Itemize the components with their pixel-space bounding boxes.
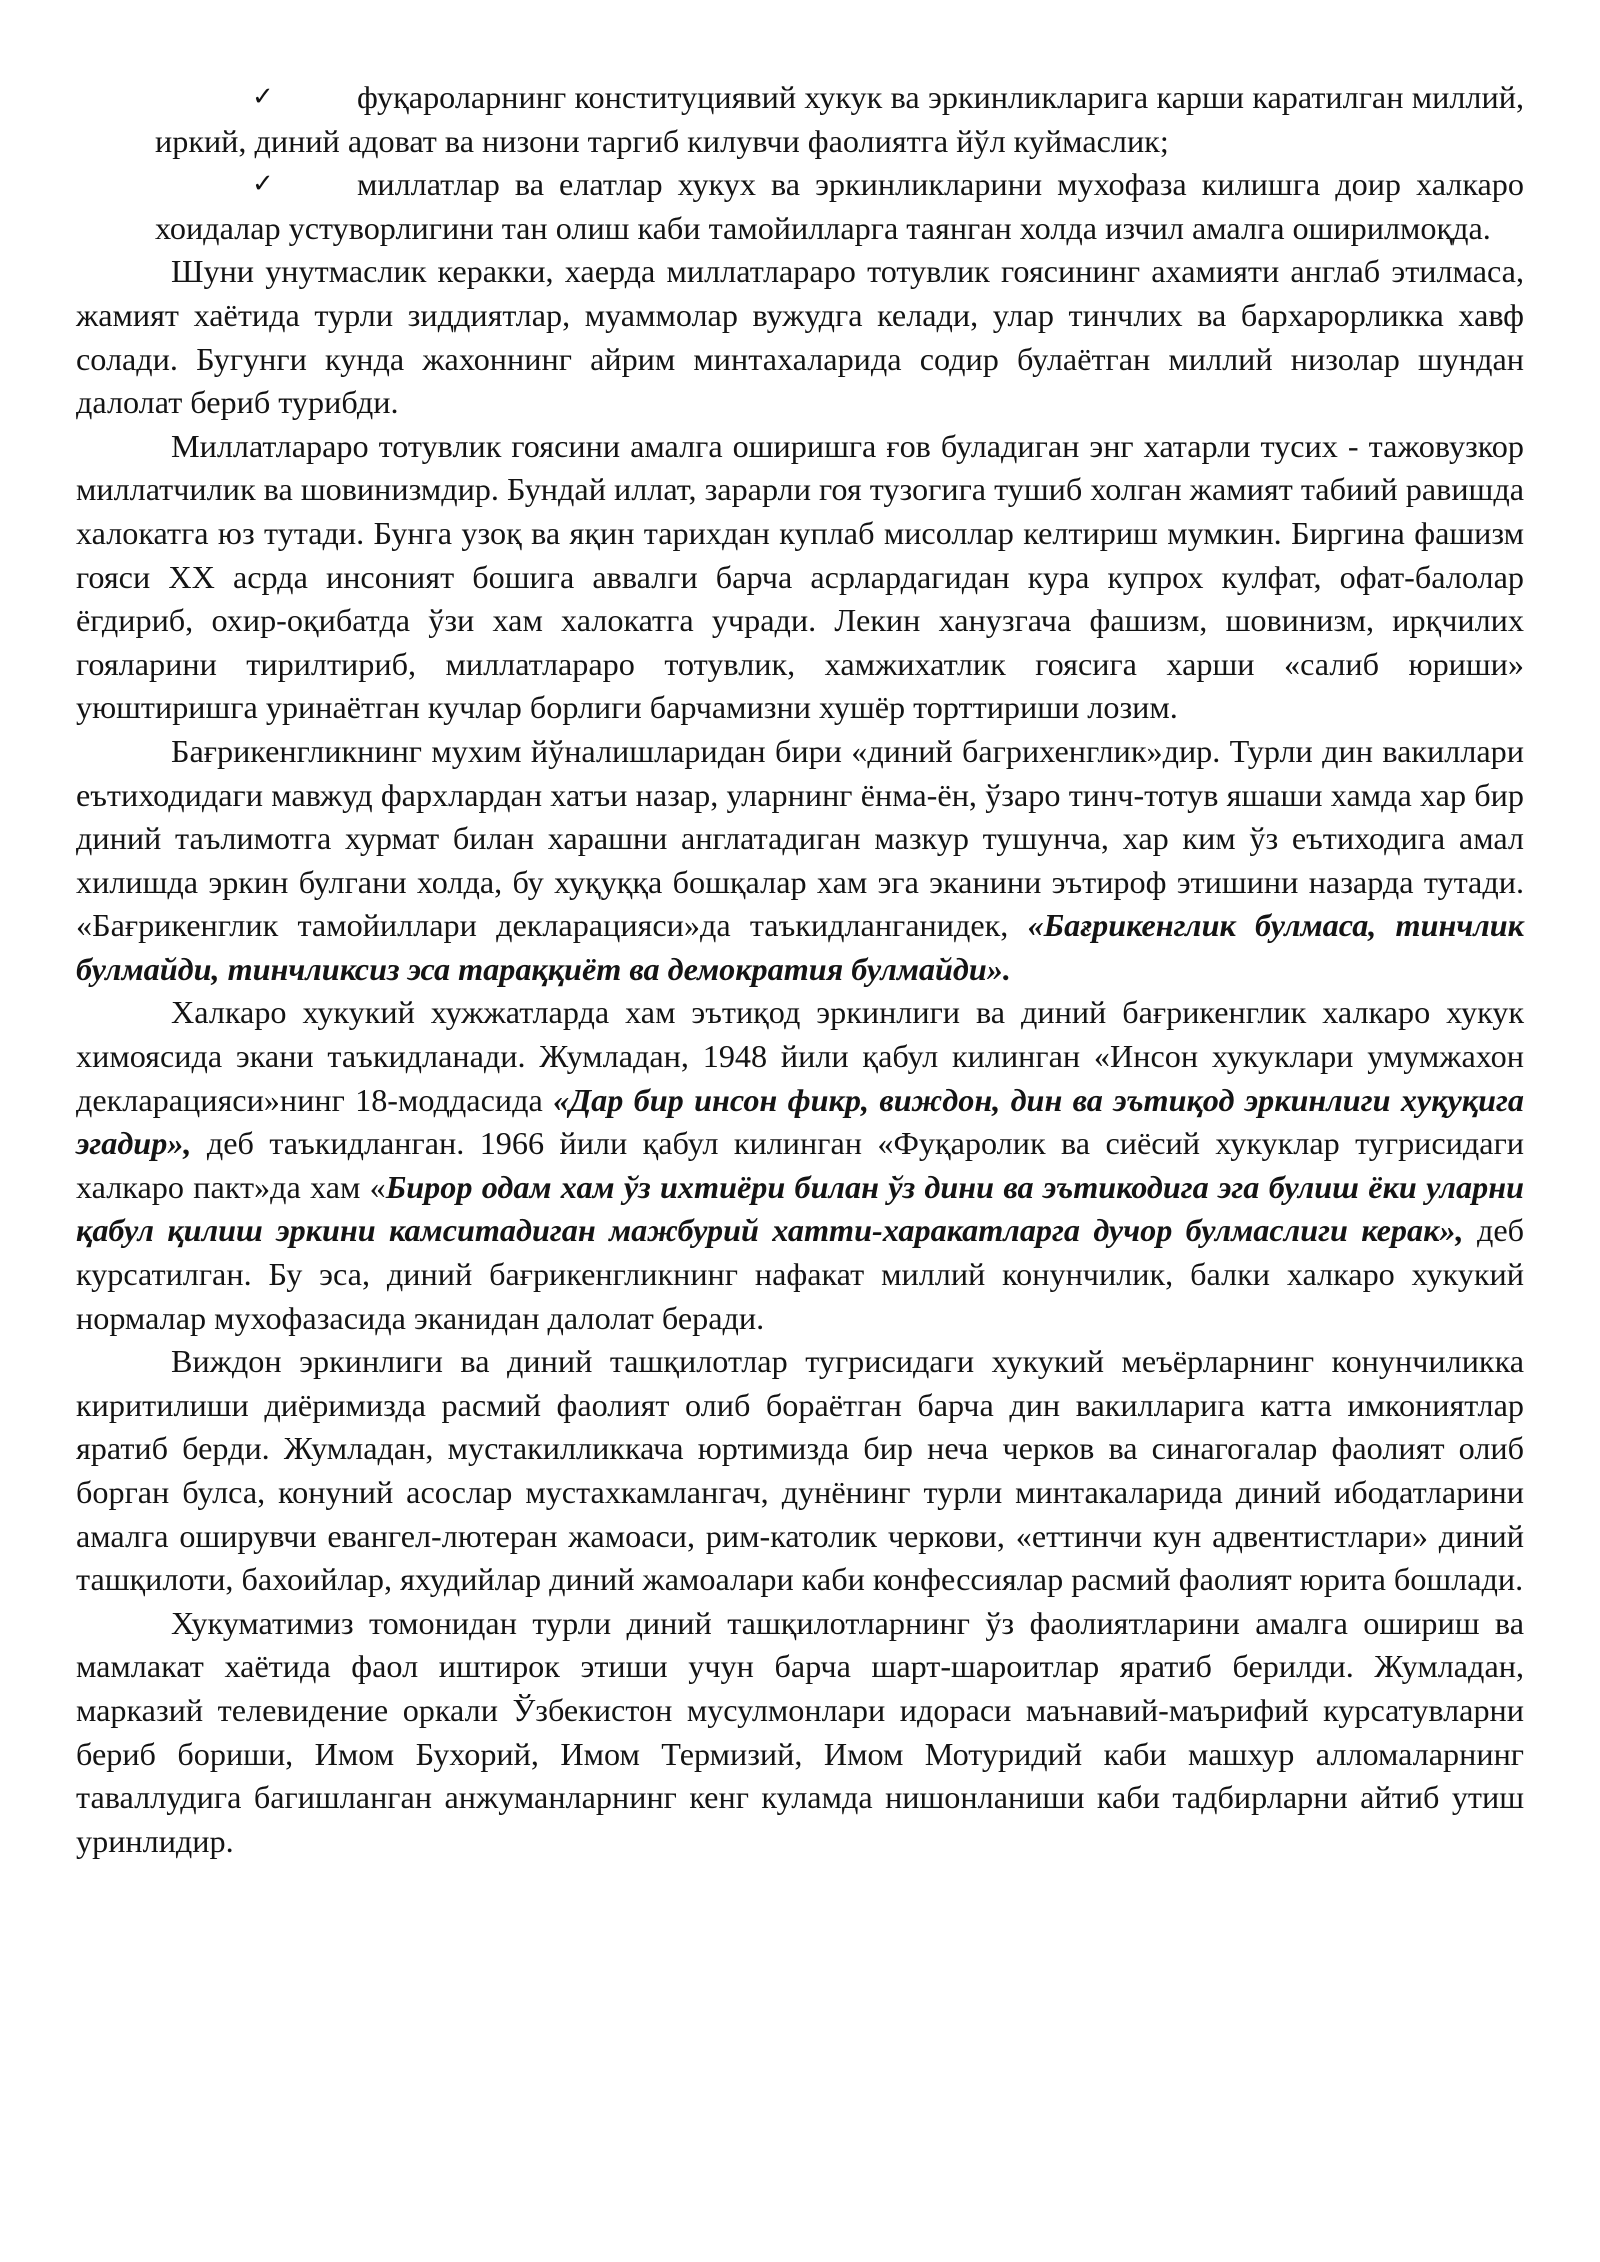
paragraph <box>76 991 1524 1340</box>
quote-emphasis: Бирор одам хам ўз ихтиёри билан ўз дини ва эътикодига эга булиш ёки уларни қабул қилиш эркини камситадиган мажбурий хатти-харакатларга дучор булмаслиги керак», <box>76 1168 1524 1249</box>
quote-emphasis: «Бағрикенглик булмаса, тинчлик булмайди, тинчликсиз эса тараққиёт ва демократия булмайди». <box>76 907 1524 987</box>
quote-emphasis: «Дар бир инсон фикр, виждон, дин ва эътиқод эркинлиги хуқуқига эгадир», <box>76 1081 1524 1162</box>
paragraph-text: деб курсатилган. Бу эса, диний бағрикенгликнинг нафакат миллий конунчилик, балки халкаро хукукий нормалар мухофазасида эканидан далолат беради. <box>76 1212 1524 1336</box>
bullet-text: миллатлар ва елатлар хукух ва эркинликларини мухофаза килишга доир халкаро хоидалар устуворлигини тан олиш каби тамойилларга таянган холда изчил амалга оширилмоқда. <box>155 166 1524 246</box>
paragraph: Виждон эркинлиги ва диний ташқилотлар тугрисидаги хукукий меъёрларнинг конунчиликка киритилиши диёримизда расмий фаолият олиб бораётган барча дин вакилларига катта имкониятлар яратиб берди. Жумладан, мустакилликкача юртимизда бир неча черков ва синагогалар фаолият олиб борган булса, конуний асослар мустахкамлангач, дунёнинг турли минтакаларида диний ибодатларини амалга оширувчи евангел-лютеран жамоаси, рим-католик черкови, «еттинчи кун адвентистлари» диний ташқилоти, бахоийлар, яхудийлар диний жамоалари каби конфессиялар расмий фаолият юрита бошлади. <box>76 1343 1524 1598</box>
bullet-item <box>76 163 1524 250</box>
paragraph <box>76 730 1524 992</box>
paragraph-text: Халкаро хукукий хужжатларда хам эътиқод эркинлиги ва диний бағрикенглик халкаро хукук химоясида экани таъкидланади. Жумладан, 1948 йили қабул килинган «Инсон хукуклари умумжахон декларацияси»нинг 18-моддасида <box>76 994 1524 1118</box>
paragraph: Миллатлараро тотувлик гоясини амалга оширишга ғов буладиган энг хатарли тусих - тажовузкор миллатчилик ва шовинизмдир. Бундай иллат, зарарли гоя тузогига тушиб холган жамият табиий равишда халокатга юз тутади. Бунга узоқ ва яқин тарихдан куплаб мисоллар келтириш мумкин. Биргина фашизм гояси XX асрда инсоният бошига аввалги барча асрлардагидан кура купрох кулфат, офат-балолар ёгдириб, охир-оқибатда ўзи хам халокатга учради. Лекин ханузгача фашизм, шовинизм, ирқчилих гояларини тирилтириб, миллатлараро тотувлик, хамжихатлик гоясига харши «салиб юриши» уюштиришга уринаётган кучлар борлиги барчамизни хушёр торттириши лозим. <box>76 427 1524 726</box>
paragraph: Шуни унутмаслик керакки, хаерда миллатлараро тотувлик гоясининг ахамияти англаб этилмаса, жамият хаётида турли зиддиятлар, муаммолар вужудга келади, улар тинчлих ва бархарорликка хавф солади. Бугунги кунда жахоннинг айрим минтахаларида содир булаётган миллий низолар шундан далолат бериб турибди. <box>76 253 1524 421</box>
document-page <box>76 76 1524 1863</box>
paragraph: Хукуматимиз томонидан турли диний ташқилотларнинг ўз фаолиятларини амалга ошириш ва мамлакат хаётида фаол иштирок этиши учун барча шарт-шароитлар яратиб берилди. Жумладан, марказий телевидение оркали Ўзбекистон мусулмонлари идораси маънавий-маърифий курсатувларни бериб бориши, Имом Бухорий, Имом Термизий, Имом Мотуридий каби машхур алломаларнинг таваллудига багишланган анжуманларнинг кенг куламда нишонланиши каби тадбирларни айтиб утиш уринлидир. <box>76 1604 1524 1859</box>
paragraph-text: деб таъкидланган. 1966 йили қабул килинган «Фуқаролик ва сиёсий хукуклар тугрисидаги халкаро пакт»да хам « <box>76 1125 1525 1205</box>
paragraph-text: Бағрикенгликнинг мухим йўналишларидан бири «диний багрихенглик»дир. Турли дин вакиллари еътиходидаги мавжуд фархлардан хатъи назар, уларнинг ёнма-ён, ўзаро тинч-тотув яшаши хамда хар бир диний таълимотга хурмат билан харашни англатадиган мазкур тушунча, хар ким ўз еътиходига амал хилишда эркин булгани холда, бу хуқуққа бошқалар хам эга эканини эътироф этишини назарда тутади. «Бағрикенглик тамойиллари декларацияси»да таъкидланганидек, <box>76 732 1524 944</box>
checkmark-icon: ✓ <box>252 82 274 112</box>
bullet-text: фуқароларнинг конституциявий хукук ва эркинликларига карши каратилган миллий, иркий, диний адоват ва низони таргиб килувчи фаолиятга йўл куймаслик; <box>155 79 1524 159</box>
checkmark-icon: ✓ <box>252 169 274 200</box>
bullet-item <box>76 76 1524 163</box>
